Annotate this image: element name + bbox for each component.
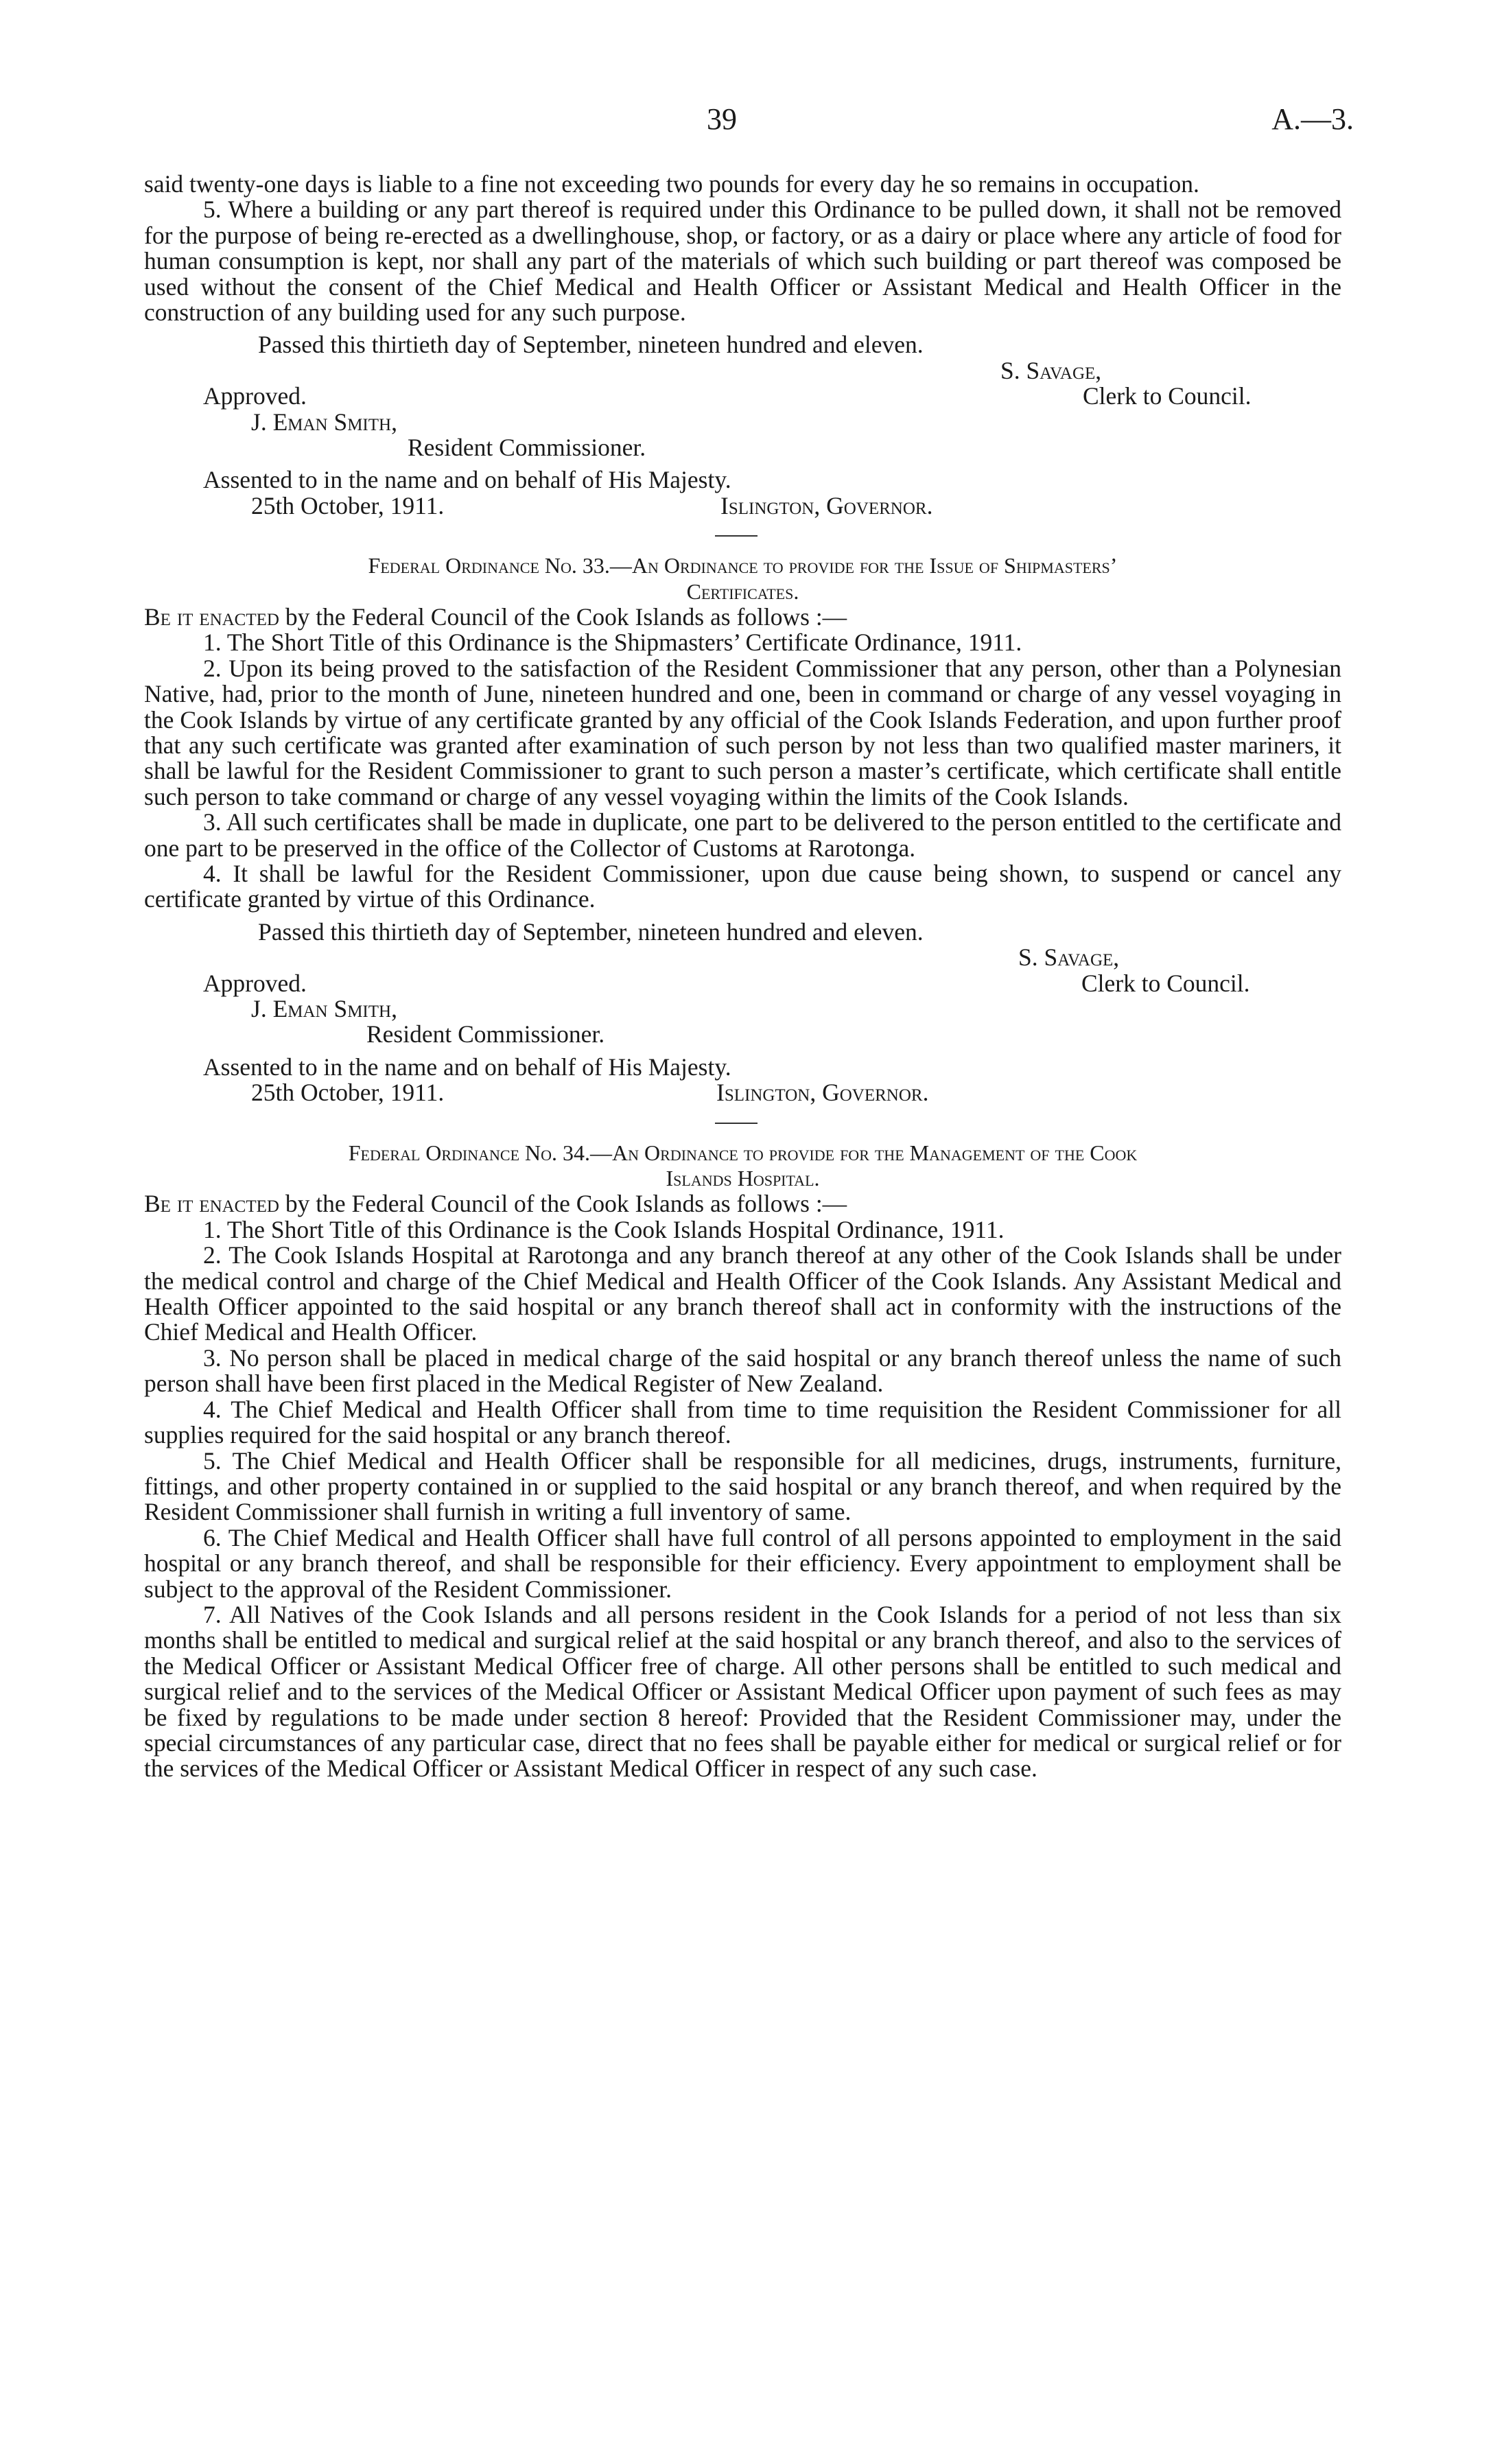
clerk-name: S. Savage, bbox=[1000, 356, 1102, 384]
document-reference: A.—3. bbox=[1271, 102, 1354, 136]
paragraph-1: 1. The Short Title of this Ordinance is the Cook Islands Hospital Ordinance, 1911. bbox=[203, 1215, 1005, 1243]
enacting-lead: Be it enacted bbox=[144, 603, 279, 631]
approved-row bbox=[144, 971, 1341, 996]
commissioner-title-row bbox=[144, 1022, 1341, 1047]
paragraph-2: 2. The Cook Islands Hospital at Rarotonga and any branch thereof at any other of the Cook Islands shall be under the medical control and charge of the Chief Medical and Health Officer of the Cook Islands. Any Assistant Medical and Health Officer appointed to the said hospital or any branch thereof shall act in conformity with the instructions of the Chief Medical and Health Officer. bbox=[144, 1241, 1341, 1346]
enacting-rest: by the Federal Council of the Cook Islands as follows :— bbox=[279, 603, 847, 631]
paragraph-4: 4. It shall be lawful for the Resident Commissioner, upon due cause being shown, to suspend or cancel any certificate granted by virtue of this Ordinance. bbox=[144, 860, 1341, 913]
commissioner-name-row bbox=[144, 410, 1341, 435]
paragraph-1: 1. The Short Title of this Ordinance is the Shipmasters’ Certificate Ordinance, 1911. bbox=[203, 629, 1022, 657]
date-governor-row bbox=[144, 1080, 1341, 1105]
ordinance-34-heading bbox=[144, 1140, 1341, 1192]
commissioner-title-row bbox=[144, 435, 1341, 460]
page-number: 39 bbox=[707, 102, 737, 136]
section-divider bbox=[715, 535, 758, 537]
assented-line: Assented to in the name and on behalf of His Majesty. bbox=[203, 466, 731, 494]
page-body bbox=[144, 172, 1341, 1782]
paragraph-5: 5. The Chief Medical and Health Officer shall be responsible for all medicines, drugs, instruments, furniture, fittings, and other property contained in or supplied to the said hospital or any branch thereof, and when required by the Resident Commissioner shall furnish in writing a full inventory of same. bbox=[144, 1446, 1341, 1526]
paragraph-5: 5. Where a building or any part thereof is required under this Ordinance to be pulled down, it shall not be removed for the purpose of being re-erected as a dwellinghouse, shop, or factory, or as a dairy or place where any article of food for human consumption is kept, nor shall any part of the materials of which such building or part thereof was composed be used without the consent of the Chief Medical and Health Officer or Assistant Medical and Health Officer in the construction of any building used for any such purpose. bbox=[144, 196, 1341, 327]
approved-row bbox=[144, 384, 1341, 409]
enacting-lead: Be it enacted bbox=[144, 1190, 279, 1218]
clerk-name-row bbox=[144, 945, 1341, 970]
paragraph-7: 7. All Natives of the Cook Islands and all persons resident in the Cook Islands for a period of not less than six months shall be entitled to medical and surgical relief at the said hospital or any branch thereof, and also to the services of the Medical Officer or Assistant Medical Officer free of charge. All other persons shall be entitled to such medical and surgical relief and to the services of the Medical Officer or Assistant Medical Officer upon payment of such fees as may be fixed by regulations to be made under section 8 hereof: Provided that the Resident Commissioner may, under the special circumstances of any particular case, direct that no fees shall be payable either for medical or surgical relief or for the services of the Medical Officer or Assistant Medical Officer in respect of any such case. bbox=[144, 1600, 1341, 1783]
ordinance-33-heading bbox=[144, 553, 1341, 605]
paragraph-3: 3. No person shall be placed in medical charge of the said hospital or any branch thereof unless the name of such person shall have been first placed in the Medical Register of New Zealand. bbox=[144, 1344, 1341, 1398]
commissioner-name: J. Eman Smith, bbox=[251, 408, 397, 436]
paragraph-continued: said twenty-one days is liable to a fine not exceeding two pounds for every day he so remains in occupation. bbox=[144, 170, 1199, 198]
commissioner-title: Resident Commissioner. bbox=[366, 1020, 605, 1048]
passed-line: Passed this thirtieth day of September, nineteen hundred and eleven. bbox=[258, 917, 924, 946]
enacting-rest: by the Federal Council of the Cook Islands as follows :— bbox=[279, 1190, 847, 1218]
assented-row bbox=[144, 1055, 1341, 1080]
commissioner-title: Resident Commissioner. bbox=[408, 434, 646, 462]
commissioner-name: J. Eman Smith, bbox=[251, 995, 397, 1023]
ordinance-34-heading-line2: Islands Hospital. bbox=[666, 1166, 820, 1191]
ordinance-33-heading-line1: Federal Ordinance No. 33.—An Ordinance to provide for the Issue of Shipmasters’ bbox=[368, 553, 1118, 578]
governor-signature: Islington, Governor. bbox=[716, 1079, 929, 1107]
paragraph-3: 3. All such certificates shall be made in duplicate, one part to be delivered to the person entitled to the certificate and one part to be preserved in the office of the Collector of Customs at Rarotonga. bbox=[144, 808, 1341, 862]
clerk-name: S. Savage, bbox=[1018, 943, 1120, 972]
enacting-clause bbox=[144, 605, 1341, 630]
assent-date: 25th October, 1911. bbox=[251, 491, 445, 519]
ordinance-33-heading-line2: Certificates. bbox=[686, 578, 799, 604]
date-governor-row bbox=[144, 493, 1341, 519]
clerk-name-row bbox=[144, 358, 1341, 384]
clerk-title: Clerk to Council. bbox=[1081, 969, 1250, 997]
clerk-title: Clerk to Council. bbox=[1083, 382, 1252, 410]
assented-row bbox=[144, 467, 1341, 493]
commissioner-name-row bbox=[144, 996, 1341, 1022]
paragraph-6: 6. The Chief Medical and Health Officer shall have full control of all persons appointed to employment in the said hospital or any branch thereof, and shall be responsible for their efficiency. Every appointment to employment shall be subject to the approval of the Resident Commissioner. bbox=[144, 1523, 1341, 1603]
enacting-clause bbox=[144, 1191, 1341, 1217]
assent-date: 25th October, 1911. bbox=[251, 1079, 445, 1107]
approved-label: Approved. bbox=[203, 969, 307, 997]
approved-label: Approved. bbox=[203, 382, 307, 410]
assented-line: Assented to in the name and on behalf of His Majesty. bbox=[203, 1053, 731, 1081]
paragraph-4: 4. The Chief Medical and Health Officer shall from time to time requisition the Resident Commissioner for all supplies required for the said hospital or any branch thereof. bbox=[144, 1395, 1341, 1449]
paragraph-2: 2. Upon its being proved to the satisfaction of the Resident Commissioner that any person, other than a Polynesian Native, had, prior to the month of June, nineteen hundred and one, been in command or charge of any vessel voyaging in the Cook Islands by virtue of any certificate granted by any official of the Cook Islands Federation, and upon further proof that any such certificate was granted after examination of such person by not less than two qualified master mariners, it shall be lawful for the Resident Commissioner to grant to such person a master’s certificate, which certificate shall entitle such person to take command or charge of any vessel voyaging within the limits of the Cook Islands. bbox=[144, 654, 1341, 810]
governor-signature: Islington, Governor. bbox=[720, 491, 933, 519]
section-divider bbox=[715, 1123, 758, 1124]
passed-line: Passed this thirtieth day of September, nineteen hundred and eleven. bbox=[258, 331, 924, 359]
ordinance-34-heading-line1: Federal Ordinance No. 34.—An Ordinance to provide for the Management of the Cook bbox=[348, 1140, 1138, 1165]
